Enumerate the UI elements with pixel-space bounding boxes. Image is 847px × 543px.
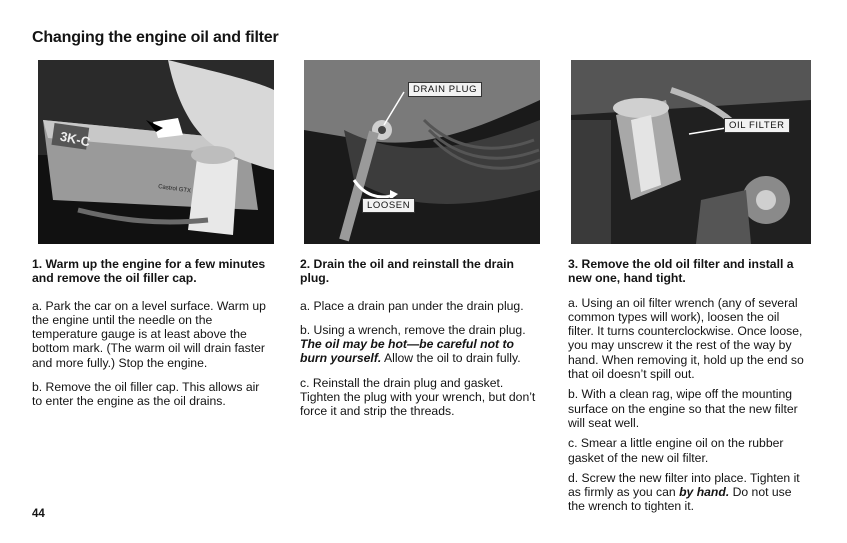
photo-drain-plug <box>304 60 540 244</box>
step-3-column <box>568 257 808 524</box>
step-2-column <box>300 257 540 429</box>
loosen-callout: LOOSEN <box>362 198 415 213</box>
hot-oil-warning: The oil may be hot—be careful not to burn yourself. <box>300 337 514 366</box>
step-1-heading: 1. Warm up the engine for a few minutes and remove the oil filler cap. <box>32 257 266 286</box>
step-3-para-a: a. Using an oil filter wrench (any of several common types will work), loosen the oil filter. It turns counterclockwise. Once loose, you may unscrew it the rest of the way by hand. When removing it, hold up the end so that oil doesn’t spill out. <box>568 295 804 382</box>
engine-photo <box>38 60 274 244</box>
step-3-para-d-emphasis: by hand. <box>679 485 730 500</box>
step-2-para-b-text: b. Using a wrench, remove the drain plug. <box>300 322 526 337</box>
step-3-para-d-text: d. Screw the new filter into place. Tighten it as firmly as you can <box>568 470 800 500</box>
step-3-heading: 3. Remove the old oil filter and install a new one, hand tight. <box>568 257 794 286</box>
step-1-para-a: a. Park the car on a level surface. Warm up the engine until the needle on the temperature gauge is at least above the bottom mark. (The warm oil will drain faster and more fully.) Stop the engine. <box>32 298 266 370</box>
step-3-para-c: c. Smear a little engine oil on the rubber gasket of the new oil filter. <box>568 436 784 465</box>
drain-plug-callout: DRAIN PLUG <box>408 82 482 97</box>
step-2-para-b <box>300 323 540 366</box>
page-number: 44 <box>32 508 45 520</box>
step-2-para-c: c. Reinstall the drain plug and gasket. Tighten the plug with your wrench, but don’t force it and strip the threads. <box>300 375 536 419</box>
photo-engine-filler-cap <box>38 60 274 244</box>
step-2-heading: 2. Drain the oil and reinstall the drain plug. <box>300 257 515 286</box>
photo-oil-filter <box>571 60 811 244</box>
step-1-para-b: b. Remove the oil filler cap. This allows air to enter the engine as the oil drains. <box>32 380 260 409</box>
step-2-para-a: a. Place a drain pan under the drain plug. <box>300 298 524 313</box>
page-title: Changing the engine oil and filter <box>32 29 279 46</box>
step-2-para-b-after: Allow the oil to drain fully. <box>381 351 521 366</box>
step-3-para-b: b. With a clean rag, wipe off the mounting surface on the engine so that the new filter will seat well. <box>568 387 798 430</box>
step-3-para-d-after: Do not use the wrench to tighten it. <box>568 485 792 514</box>
oil-brand-label: Castrol GTX <box>157 184 192 195</box>
step-1-column <box>32 257 272 419</box>
step-3-para-d <box>568 471 808 514</box>
engine-mark-label: 3K-C <box>58 128 92 150</box>
oil-filter-photo <box>571 60 811 244</box>
oil-filter-callout: OIL FILTER <box>724 118 790 133</box>
